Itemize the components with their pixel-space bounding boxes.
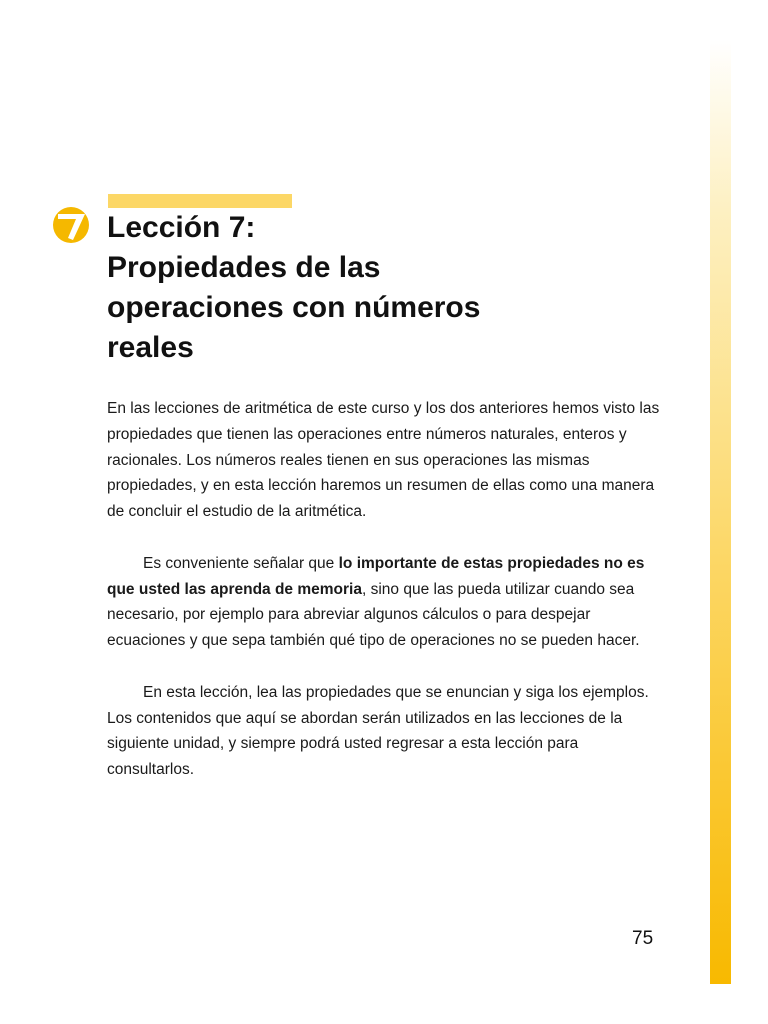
lesson-title-line: operaciones con números: [107, 291, 481, 324]
lesson-title-line: reales: [107, 331, 194, 364]
intro-paragraph: [107, 551, 667, 654]
side-gradient-bar: [710, 40, 731, 984]
lesson-number-badge: [52, 206, 90, 244]
lesson-title: [107, 208, 687, 368]
paragraph-text: Es conveniente señalar que: [143, 554, 339, 572]
lesson-intro-text: [107, 396, 667, 809]
paragraph-text: En esta lección, lea las propiedades que se enuncian y siga los ejemplos. Los contenidos que aquí se abordan serán utilizados en las lecciones de la siguiente unidad, y siempre podrá usted regresar a esta lección para consultarlos.: [107, 683, 649, 779]
page-number: 75: [632, 928, 654, 949]
lesson-title-line: Propiedades de las: [107, 251, 381, 284]
title-accent-bar: [108, 194, 292, 208]
paragraph-text: En las lecciones de aritmética de este curso y los dos anteriores hemos visto las propiedades que tienen las operaciones entre números naturales, enteros y racionales. Los números reales tienen en sus operaciones las mismas propiedades, y en esta lección haremos un resumen de ellas como una manera de concluir el estudio de la aritmética.: [107, 400, 660, 521]
lesson-title-line: Lección 7:: [107, 211, 256, 244]
intro-paragraph: [107, 396, 667, 525]
intro-paragraph: [107, 680, 667, 783]
paragraph-text: , sino que las pueda utilizar cuando sea necesario, por ejemplo para abreviar algunos cálculos o para despejar ecuaciones y que sepa también qué tipo de operaciones no se pueden hacer.: [107, 580, 640, 650]
paragraph-emphasis: lo importante de estas propiedades no es que usted las aprenda de memoria: [107, 554, 645, 598]
